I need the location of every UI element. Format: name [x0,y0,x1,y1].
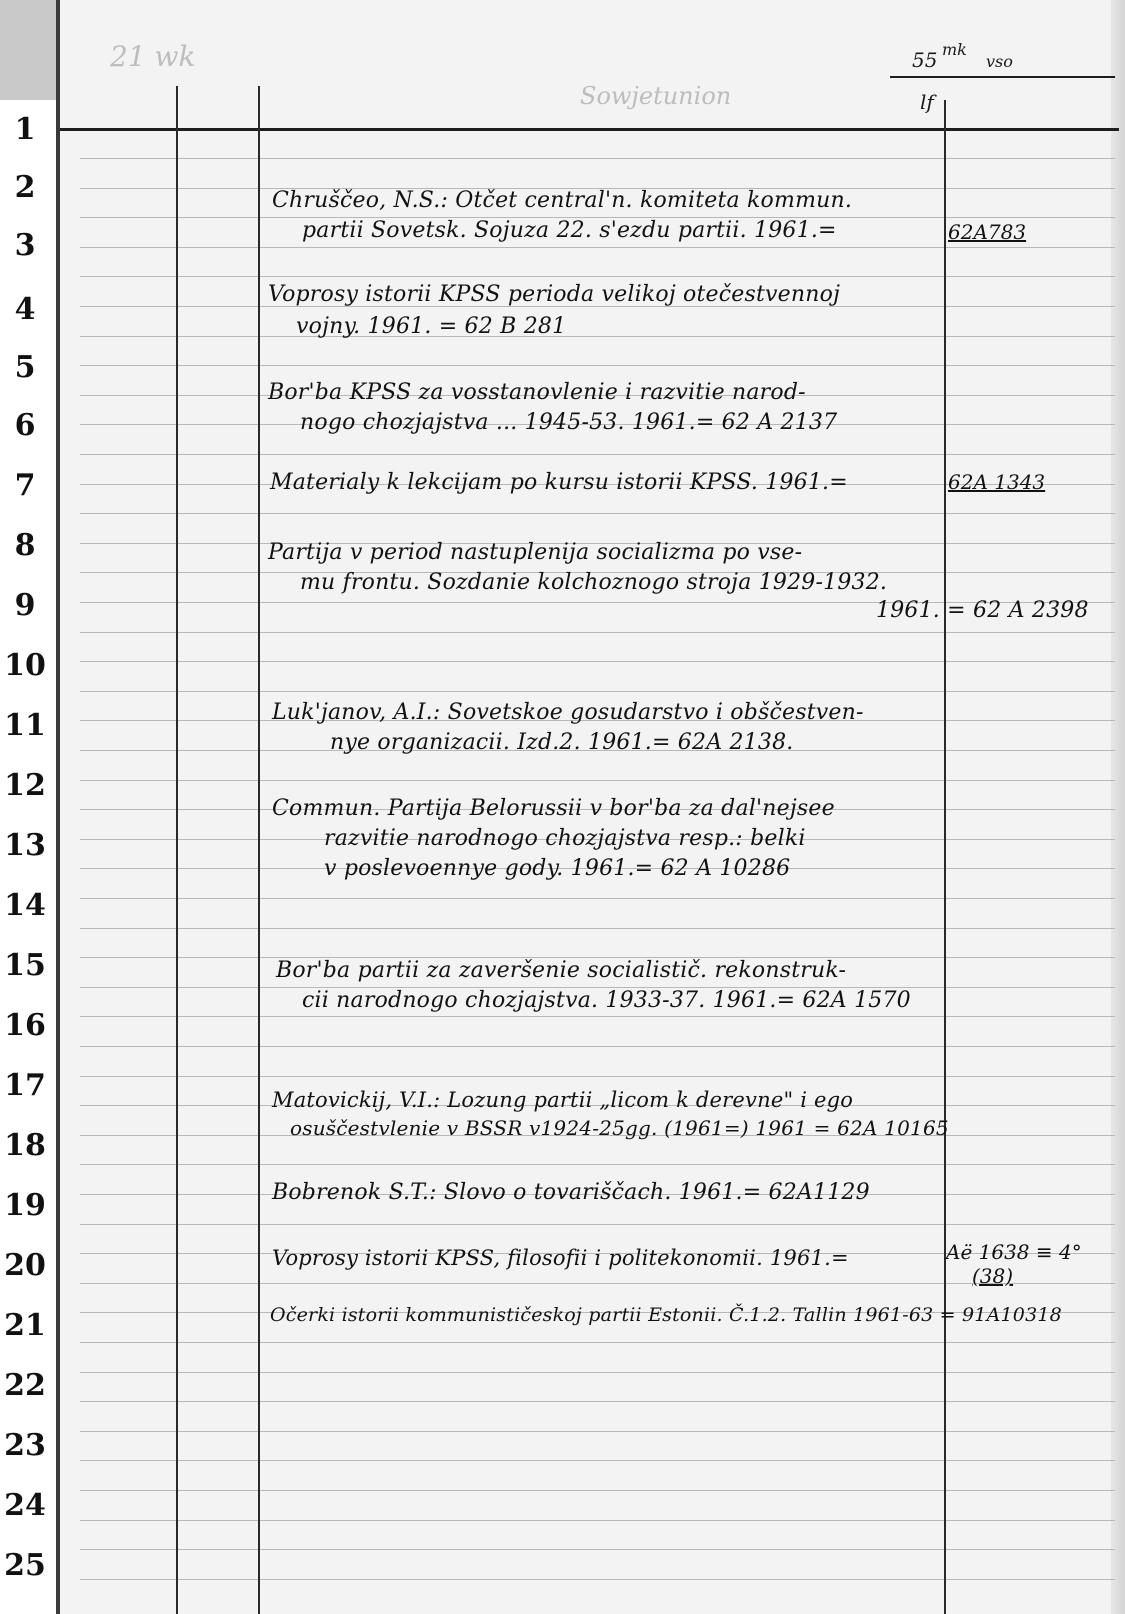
ruled-line [80,1224,1115,1225]
entry-4-line-1: Materialy k lekcijam po kursu istorii KPSS. 1961.= [270,470,848,495]
line-number: 5 [14,350,36,385]
line-number: 3 [14,228,36,263]
sigla-subscript: vso [986,52,1013,71]
line-number: 19 [4,1188,46,1223]
entry-6-line-2: nye organizacii. Izd.2. 1961.= 62A 2138. [330,730,794,755]
line-number: 6 [14,408,36,443]
line-number: 10 [4,648,46,683]
line-number: 21 [4,1308,46,1343]
line-number: 9 [14,588,36,623]
sigla-number: 55 [912,48,938,72]
column-divider-main [258,86,260,1614]
entry-2-line-1: Voprosy istorii KPSS perioda velikoj otečestvennoj [268,282,841,307]
column-divider-left [176,86,178,1614]
ruled-line [80,454,1115,455]
line-number: 16 [4,1008,46,1043]
entry-1-line-2: partii Sovetsk. Sojuza 22. s'ezdu partii. 1961.= [302,218,837,243]
ruled-line [80,1016,1115,1017]
entry-11-call-number: Aë 1638 ≡ 4° [946,1240,1082,1264]
line-number: 2 [14,170,36,205]
entry-7-line-3: v poslevoennye gody. 1961.= 62 A 10286 [324,856,791,881]
line-number: 8 [14,528,36,563]
ruled-line [80,336,1115,337]
ruled-line [80,365,1115,366]
line-number: 12 [4,768,46,803]
ruled-line [80,898,1115,899]
entry-8-line-1: Bor'ba partii za zaveršenie socialistič. rekonstruk- [276,958,847,983]
entry-3-line-2: nogo chozjajstva ... 1945-53. 1961.= 62 A 2137 [300,410,838,435]
ruled-line [80,1490,1115,1491]
gutter-corner [0,0,58,100]
ruled-line [80,691,1115,692]
line-number: 20 [4,1248,46,1283]
entry-5-line-3: 1961. = 62 A 2398 [876,598,1089,623]
entry-4-call-number: 62A 1343 [948,470,1046,494]
ruled-line [80,661,1115,662]
line-number: 23 [4,1428,46,1463]
entry-5-line-1: Partija v period nastuplenija socializma po vse- [268,540,803,565]
entry-5-line-2: mu frontu. Sozdanie kolchoznogo stroja 1929-1932. [300,570,888,595]
ruled-line [80,1549,1115,1550]
ruled-line [80,1342,1115,1343]
line-number: 7 [14,468,36,503]
entry-8-line-2: cii narodnogo chozjajstva. 1933-37. 1961.= 62A 1570 [302,988,911,1013]
header-rule [60,128,1119,131]
entry-9-line-2: osuščestvlenie v BSSR v1924-25gg. (1961=) 1961 = 62A 10165 [290,1116,949,1140]
ruled-line [80,1164,1115,1165]
entry-7-line-1: Commun. Partija Belorussii v bor'ba za dal'nejsee [272,796,835,821]
ruled-line [80,1401,1115,1402]
entry-11-call-subnumber: (38) [972,1264,1014,1288]
entry-11-line-1: Voprosy istorii KPSS, filosofii i politekonomii. 1961.= [272,1246,849,1270]
entry-2-line-2: vojny. 1961. = 62 B 281 [296,314,567,339]
ruled-line [80,1579,1115,1580]
entry-6-line-1: Luk'janov, A.I.: Sovetskoe gosudarstvo i obščestven- [272,700,864,725]
faint-top-left-note: 21 wk [110,40,196,73]
ruled-line [80,1283,1115,1284]
ruled-line [80,1520,1115,1521]
line-number: 14 [4,888,46,923]
entry-12-line-1: Očerki istorii kommunističeskoj partii Estonii. Č.1.2. Tallin 1961-63 = 91A10318 [270,1304,1062,1326]
sigla-bottom: lf [920,90,934,114]
line-number: 24 [4,1488,46,1523]
line-number: 15 [4,948,46,983]
ruled-line [80,928,1115,929]
entry-10-line-1: Bobrenok S.T.: Slovo o tovariščach. 1961.= 62A1129 [272,1180,870,1205]
ledger-page [56,0,1125,1614]
ruled-line [80,780,1115,781]
ruled-line [80,1460,1115,1461]
column-divider-call [944,100,946,1614]
line-number: 22 [4,1368,46,1403]
line-number: 11 [4,708,46,743]
entry-1-call-number: 62A783 [948,220,1027,244]
ruled-line [80,1046,1115,1047]
sigla-rule [890,76,1115,78]
line-number: 13 [4,828,46,863]
ruled-line [80,247,1115,248]
entry-3-line-1: Bor'ba KPSS za vosstanovlenie i razvitie narod- [268,380,806,405]
line-number: 17 [4,1068,46,1103]
ruled-line [80,1372,1115,1373]
line-number: 18 [4,1128,46,1163]
ruled-line [80,632,1115,633]
line-number: 25 [4,1548,46,1583]
sigla-superscript: mk [942,40,967,59]
entry-7-line-2: razvitie narodnogo chozjajstva resp.: belki [324,826,806,851]
entry-9-line-1: Matovickij, V.I.: Lozung partii „licom k derevne" i ego [272,1088,854,1112]
ruled-line [80,513,1115,514]
ruled-line [80,1076,1115,1077]
line-number: 1 [14,112,36,147]
ruled-line [80,276,1115,277]
line-number: 4 [14,292,36,327]
faint-header-title: Sowjetunion [580,82,732,110]
entry-1-line-1: Chruščeo, N.S.: Otčet central'n. komiteta kommun. [272,188,853,213]
ruled-line [80,1431,1115,1432]
ruled-line [80,158,1115,159]
